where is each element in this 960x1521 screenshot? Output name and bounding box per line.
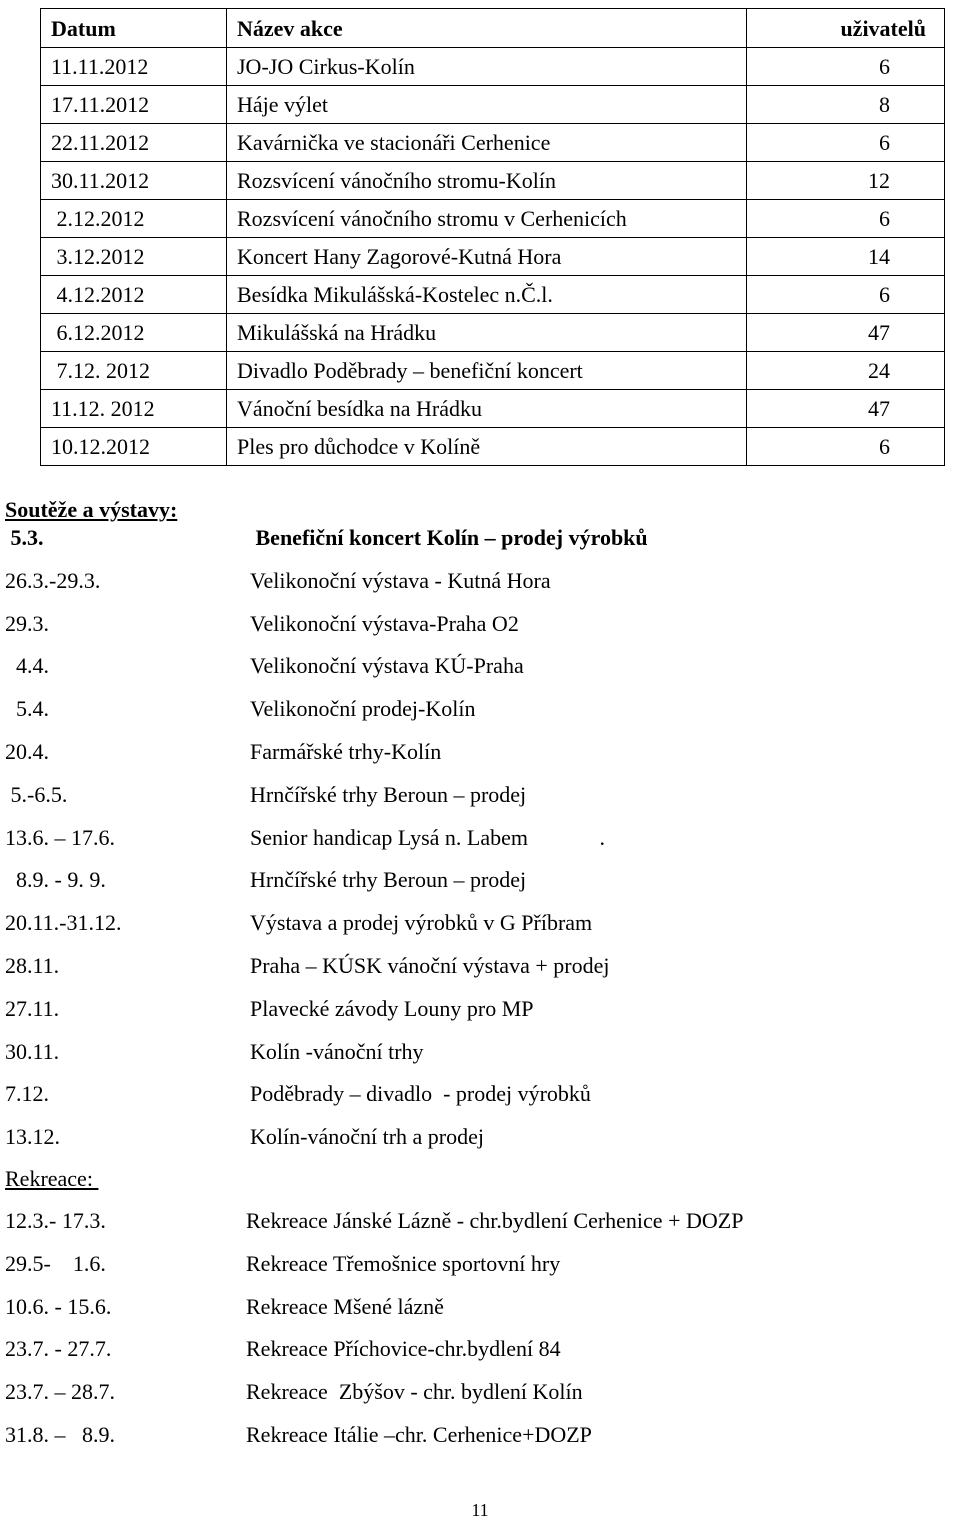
event-cell: JO-JO Cirkus-Kolín xyxy=(227,48,747,86)
list-item xyxy=(0,1081,960,1113)
item-text: Hrnčířské trhy Beroun – prodej xyxy=(250,781,527,807)
competitions-title: Soutěže a výstavy: xyxy=(5,497,178,522)
item-date: 5.-6.5. xyxy=(5,781,68,807)
table-header-row xyxy=(41,9,945,48)
users-cell: 6 xyxy=(747,48,945,86)
item-date: 5.4. xyxy=(5,696,49,722)
item-date: 31.8. – 8.9. xyxy=(5,1422,115,1447)
date-cell: 17.11.2012 xyxy=(41,86,227,124)
list-item xyxy=(0,1208,960,1240)
item-text: Rekreace Příchovice-chr.bydlení 84 xyxy=(246,1336,561,1362)
table-row xyxy=(41,162,945,200)
item-date: 20.4. xyxy=(5,739,49,764)
item-date: 12.3.- 17.3. xyxy=(5,1208,106,1233)
table-row xyxy=(41,86,945,124)
item-date: 29.3. xyxy=(5,610,49,636)
event-cell: Háje výlet xyxy=(227,86,747,124)
item-text: Senior handicap Lysá n. Labem . xyxy=(250,824,605,850)
date-cell: 4.12.2012 xyxy=(41,276,227,314)
list-item xyxy=(0,782,960,814)
recreation-title: Rekreace: xyxy=(5,1166,99,1191)
users-cell: 6 xyxy=(747,428,945,466)
event-cell: Besídka Mikulášská-Kostelec n.Č.l. xyxy=(227,276,747,314)
item-date: 7.12. xyxy=(5,1081,49,1107)
item-text: Hrnčířské trhy Beroun – prodej xyxy=(250,867,527,893)
item-text: Farmářské trhy-Kolín xyxy=(250,739,442,764)
item-date: 23.7. – 28.7. xyxy=(5,1379,115,1405)
header-event-name: Název akce xyxy=(227,9,747,48)
item-date: 28.11. xyxy=(5,953,60,978)
users-cell: 6 xyxy=(747,276,945,314)
item-date: 23.7. - 27.7. xyxy=(5,1336,112,1362)
users-cell: 6 xyxy=(747,200,945,238)
item-date: 8.9. - 9. 9. xyxy=(5,867,106,893)
item-text: Rekreace Mšené lázně xyxy=(246,1293,444,1319)
item-text: Rekreace Itálie –chr. Cerhenice+DOZP xyxy=(246,1422,592,1447)
table-row xyxy=(41,238,945,276)
item-text: Rekreace Jánské Lázně - chr.bydlení Cerhenice + DOZP xyxy=(246,1208,744,1233)
users-cell: 24 xyxy=(747,352,945,390)
item-text: Rekreace Zbýšov - chr. bydlení Kolín xyxy=(246,1379,583,1405)
users-cell: 47 xyxy=(747,390,945,428)
date-cell: 6.12.2012 xyxy=(41,314,227,352)
event-cell: Rozsvícení vánočního stromu-Kolín xyxy=(227,162,747,200)
events-table xyxy=(40,8,945,466)
list-item xyxy=(0,953,960,985)
date-cell: 11.11.2012 xyxy=(41,48,227,86)
users-cell: 12 xyxy=(747,162,945,200)
event-cell: Ples pro důchodce v Kolíně xyxy=(227,428,747,466)
list-item xyxy=(0,910,960,942)
item-date: 30.11. xyxy=(5,1038,60,1064)
list-item xyxy=(0,1294,960,1326)
item-date: 10.6. - 15.6. xyxy=(5,1293,112,1319)
table-row xyxy=(41,124,945,162)
list-item xyxy=(0,996,960,1028)
item-text: Výstava a prodej výrobků v G Příbram xyxy=(250,910,593,936)
item-text: Benefiční koncert Kolín – prodej výrobků xyxy=(250,525,648,550)
event-cell: Divadlo Poděbrady – benefiční koncert xyxy=(227,352,747,390)
header-date: Datum xyxy=(41,9,227,48)
table-row xyxy=(41,200,945,238)
date-cell: 10.12.2012 xyxy=(41,428,227,466)
list-item xyxy=(0,1124,960,1156)
date-cell: 2.12.2012 xyxy=(41,200,227,238)
item-date: 5.3. xyxy=(5,525,44,550)
event-cell: Mikulášská na Hrádku xyxy=(227,314,747,352)
event-cell: Vánoční besídka na Hrádku xyxy=(227,390,747,428)
date-cell: 30.11.2012 xyxy=(41,162,227,200)
table-row xyxy=(41,352,945,390)
list-item xyxy=(0,1379,960,1411)
users-cell: 6 xyxy=(747,124,945,162)
list-item xyxy=(0,867,960,899)
list-item xyxy=(0,525,960,557)
event-cell: Rozsvícení vánočního stromu v Cerhenicích xyxy=(227,200,747,238)
list-item xyxy=(0,1039,960,1071)
date-cell: 22.11.2012 xyxy=(41,124,227,162)
list-item xyxy=(0,653,960,685)
list-item xyxy=(0,1251,960,1283)
list-item xyxy=(0,568,960,600)
table-row xyxy=(41,276,945,314)
page-number: 11 xyxy=(471,1500,489,1520)
list-item xyxy=(0,696,960,728)
table-row xyxy=(41,48,945,86)
users-cell: 8 xyxy=(747,86,945,124)
item-text: Praha – KÚSK vánoční výstava + prodej xyxy=(250,953,610,978)
table-row xyxy=(41,428,945,466)
item-date: 13.6. – 17.6. xyxy=(5,824,115,850)
item-date: 13.12. xyxy=(5,1124,60,1150)
list-item xyxy=(0,1422,960,1454)
item-date: 26.3.-29.3. xyxy=(5,567,101,593)
date-cell: 11.12. 2012 xyxy=(41,390,227,428)
table-row xyxy=(41,390,945,428)
event-cell: Koncert Hany Zagorové-Kutná Hora xyxy=(227,238,747,276)
event-cell: Kavárnička ve stacionáři Cerhenice xyxy=(227,124,747,162)
list-item xyxy=(0,739,960,771)
list-item xyxy=(0,611,960,643)
item-text: Kolín -vánoční trhy xyxy=(250,1038,424,1064)
item-date: 4.4. xyxy=(5,653,49,679)
item-text: Poděbrady – divadlo - prodej výrobků xyxy=(250,1081,591,1107)
date-cell: 3.12.2012 xyxy=(41,238,227,276)
users-cell: 47 xyxy=(747,314,945,352)
item-text: Velikonoční výstava - Kutná Hora xyxy=(250,567,551,593)
users-cell: 14 xyxy=(747,238,945,276)
table-row xyxy=(41,314,945,352)
header-users: uživatelů xyxy=(747,9,945,48)
date-cell: 7.12. 2012 xyxy=(41,352,227,390)
item-text: Rekreace Třemošnice sportovní hry xyxy=(246,1250,561,1276)
list-item xyxy=(0,825,960,857)
item-text: Kolín-vánoční trh a prodej xyxy=(250,1124,484,1150)
item-text: Plavecké závody Louny pro MP xyxy=(250,995,534,1021)
list-item xyxy=(0,1336,960,1368)
item-date: 20.11.-31.12. xyxy=(5,910,122,936)
item-date: 27.11. xyxy=(5,995,60,1021)
item-text: Velikonoční výstava-Praha O2 xyxy=(250,610,519,636)
item-text: Velikonoční výstava KÚ-Praha xyxy=(250,653,524,679)
item-text: Velikonoční prodej-Kolín xyxy=(250,696,476,722)
item-date: 29.5- 1.6. xyxy=(5,1250,106,1276)
